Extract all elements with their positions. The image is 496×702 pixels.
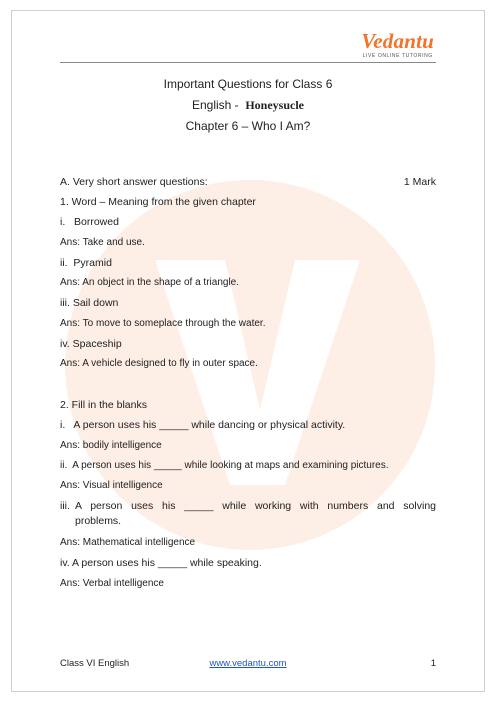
answer-text: Ans: Verbal intelligence — [60, 578, 164, 589]
vedantu-logo — [361, 30, 434, 59]
logo-tagline: LIVE ONLINE TUTORING — [362, 53, 433, 59]
marks-label: 1 Mark — [403, 176, 436, 188]
document-subtitle — [60, 98, 436, 113]
question-item: i. A person uses his _____ while dancing or physical activity. — [60, 419, 346, 431]
item-text-line1: A person uses his _____ while working with numbers and solving — [75, 500, 436, 512]
logo-wordmark: Vedantu — [361, 29, 434, 53]
question-item — [60, 500, 436, 527]
footer-link-text[interactable]: www.vedantu.com — [209, 658, 287, 669]
chapter-title: Chapter 6 – Who I Am? — [185, 119, 311, 133]
answer-text: Ans: Visual intelligence — [60, 480, 163, 491]
question-item: ii. A person uses his _____ while looking at maps and examining pictures. — [60, 460, 389, 471]
question-item: iii. Sail down — [60, 297, 119, 309]
header-divider — [60, 62, 436, 63]
answer-text: Ans: A vehicle designed to fly in outer space. — [60, 358, 258, 369]
item-number: iii. — [60, 500, 70, 512]
footer-website-link[interactable] — [0, 658, 496, 669]
answer-text: Ans: Take and use. — [60, 237, 145, 248]
question-item: ii. Pyramid — [60, 257, 112, 269]
item-text-line2: problems. — [75, 515, 122, 527]
question-heading: 1. Word – Meaning from the given chapter — [60, 196, 256, 208]
question-heading: 2. Fill in the blanks — [60, 399, 147, 411]
page-number: 1 — [430, 658, 436, 669]
section-heading: A. Very short answer questions: — [60, 176, 208, 188]
answer-text: Ans: To move to someplace through the water. — [60, 318, 266, 329]
answer-text: Ans: An object in the shape of a triangle. — [60, 277, 240, 288]
subject-label: English - — [191, 98, 239, 112]
book-name: Honeysucle — [245, 98, 305, 112]
document-title: Important Questions for Class 6 — [163, 77, 333, 91]
question-item: i. Borrowed — [60, 216, 119, 228]
answer-text: Ans: bodily intelligence — [60, 440, 162, 451]
question-item: iv. A person uses his _____ while speaking. — [60, 557, 262, 569]
answer-text: Ans: Mathematical intelligence — [60, 537, 196, 548]
footer-class-label: Class VI English — [60, 658, 130, 669]
question-item: iv. Spaceship — [60, 338, 122, 350]
